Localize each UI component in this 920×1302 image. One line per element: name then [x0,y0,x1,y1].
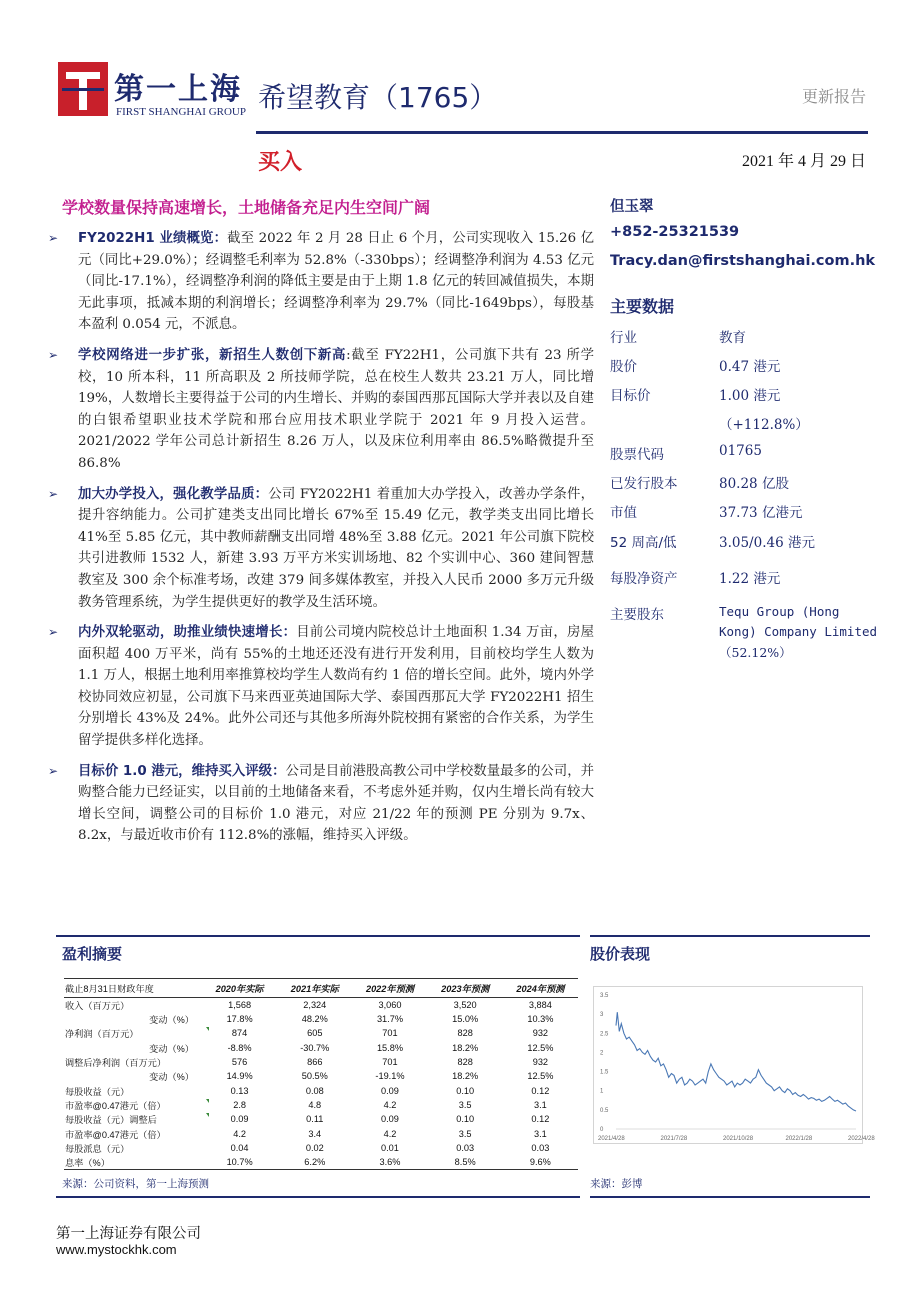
table-cell [503,1141,578,1155]
cell-value: 14.9% [226,1071,253,1082]
x-tick-label: 2021/7/28 [660,1136,688,1142]
table-header-cell: 2021年实际 [277,979,352,998]
table-cell [277,1141,352,1155]
earnings-source: 来源：公司资料，第一上海预测 [62,1178,209,1190]
table-cell [428,1141,503,1155]
cell-value: 701 [382,1057,398,1068]
arrow-bullet-icon: ➢ [48,486,59,501]
y-tick-label: 1 [600,1088,604,1095]
table-cell [277,1155,352,1170]
bullet-text: 目前公司境内院校总计土地面积 1.34 万亩，房屋面积超 400 万平米，尚有 55%的土地还还没有进行开发利用，目前校均学生人数为 1.1 万人，根据土地利用率推算校均学生人数尚有约 1 倍的增长空间。此外，境内外学校协同效应初显，公司旗下马来西亚英迪国际大学、泰国西那瓦大学 FY2022H1 招生分别增长 43%及 24%。此外公司还与其他多所海外院校拥有紧密的合作关系，为学生留学提供多样化选择。 [78,625,594,749]
arrow-bullet-icon: ➢ [48,347,59,362]
cell-value: 0.12 [531,1085,550,1096]
cell-value: 48.2% [301,1014,328,1025]
table-cell [202,1155,277,1170]
cell-value: 10.3% [527,1014,554,1025]
cell-value: 3,884 [528,1000,552,1010]
table-cell [352,1126,427,1140]
row-label: 净利润（百万元） [65,1029,139,1040]
cell-value: 828 [457,1057,473,1068]
arrow-bullet-icon: ➢ [48,625,59,640]
analyst-email[interactable]: Tracy.dan@firstshanghai.com.hk [610,253,876,269]
key-value-marketcap: 37.73 亿港元 [719,505,803,521]
table-cell [277,1083,352,1097]
row-label: 息率（%） [64,1155,202,1170]
cell-value: 2,324 [303,1000,327,1010]
row-label: 收入（百万元） [65,1001,130,1011]
table-header-cell: 2023年预测 [428,979,503,998]
earnings-bottom-line [56,1196,580,1198]
key-value-bvps: 1.22 港元 [719,571,781,587]
table-cell [428,1069,503,1083]
bullet-text: :截至 FY22H1，公司旗下共有 23 所学校，10 所本科，11 所高职及 2 所技师学院，总在校生人数共 23.21 万人，同比增 19%，人数增长主要得益于公司的内生增长、并购的泰国西那瓦国际大学并表以及自建的白银希望职业技术学院和邢台应用技术职业学院于 2021 年 9 月投入运营。2021/2022 学年公司总计新招生 8.26 万人，以及床位利用率由 86.5%略微提升至 86.8% [78,347,595,471]
report-type: 更新报告 [801,87,866,106]
key-value-shares: 80.28 亿股 [719,476,789,492]
cell-value: -30.7% [300,1042,330,1053]
cell-value: 701 [382,1028,398,1039]
table-header-cell: 2020年实际 [202,979,277,998]
table-header-cell: 截止8月31日财政年度 [64,979,202,998]
cell-value: 866 [307,1057,323,1068]
cell-value: 828 [457,1028,473,1039]
row-label: 变动（%） [149,1072,194,1083]
key-value-target: 1.00 港元 [719,388,781,404]
cell-value: 4.2 [383,1128,397,1139]
table-cell [202,1112,277,1126]
logo-english-name: FIRST SHANGHAI GROUP [116,106,246,118]
row-label: 每股收益（元）调整后 [65,1115,157,1126]
table-cell [352,1069,427,1083]
table-cell [503,1112,578,1126]
table-row [64,1141,578,1155]
table-cell [503,1012,578,1026]
cell-value: 9.6% [529,1156,551,1167]
cell-value: 0.09 [381,1114,399,1125]
logo-chinese-name: 第一上海 [114,72,242,107]
analyst-phone: +852-25321539 [610,224,740,240]
row-label: 每股派息（元） [65,1143,130,1154]
key-value-price: 0.47 港元 [719,359,781,375]
row-label: 每股收益（元） [65,1086,130,1097]
cell-value: 4.2 [233,1128,246,1139]
headline: 学校数量保持高速增长，土地储备充足内生空间广阔 [62,198,431,217]
cell-value: 3.4 [308,1128,322,1139]
earnings-title: 盈利摘要 [62,945,123,963]
key-label-target: 目标价 [610,388,651,404]
table-header-cell: 2022年预测 [352,979,427,998]
cell-value: 605 [307,1028,323,1039]
cell-value: 15.0% [452,1014,479,1025]
table-cell [277,1098,352,1112]
x-tick-label: 2021/10/28 [723,1136,754,1142]
x-tick-label: 2022/4/28 [848,1136,875,1142]
cell-value: 3.1 [533,1128,547,1139]
table-cell [503,998,578,1013]
key-data-title: 主要数据 [610,297,675,316]
table-cell [428,1026,503,1040]
key-label-industry: 行业 [610,330,637,346]
table-cell [352,1155,427,1170]
cell-value: 0.03 [456,1142,475,1153]
table-cell [277,1012,352,1026]
cell-value: 18.2% [452,1071,479,1082]
cell-value: 0.09 [381,1085,399,1096]
table-row [64,1098,578,1112]
table-row [64,1083,578,1097]
table-cell [202,1055,277,1069]
table-cell [428,1098,503,1112]
table-cell [503,1069,578,1083]
cell-value: 0.03 [531,1142,550,1153]
key-label-ticker: 股票代码 [610,447,664,463]
rating: 买入 [258,150,303,175]
footer-website[interactable]: www.mystockhk.com [56,1242,177,1257]
table-cell [503,1026,578,1040]
cell-value: 12.5% [527,1042,554,1053]
table-cell [352,1012,427,1026]
table-row [64,1155,578,1170]
table-header-row [64,979,578,998]
earnings-table [64,978,578,1170]
cell-value: 0.10 [456,1085,475,1096]
table-cell [352,998,427,1013]
cell-marker-icon [206,1027,209,1031]
cell-value: 0.02 [305,1142,324,1153]
key-label-52wk: 52 周高/低 [610,535,677,551]
key-value-industry: 教育 [719,330,746,346]
table-header-cell: 2024年预测 [503,979,578,998]
table-row [64,1112,578,1126]
table-row [64,1026,578,1040]
cell-value: 6.2% [304,1156,326,1167]
table-cell [202,1026,277,1040]
cell-value: 4.8 [308,1099,322,1110]
logo-mark-icon [58,62,108,116]
cell-value: 3.6% [379,1156,401,1167]
table-cell [202,1141,277,1155]
cell-value: 0.08 [305,1085,324,1096]
key-label-shares: 已发行股本 [610,476,678,492]
table-cell [503,1055,578,1069]
report-date: 2021 年 4 月 29 日 [741,153,866,170]
bullet-text: 公司是目前港股高教公司中学校数量最多的公司，并购整合能力已经证实，以目前的土地储备来看，不考虑外延并购，仅内生增长尚有较大增长空间，调整公司的目标价 1.0 港元，对应 21/22 年的预测 PE 分别为 9.7x、8.2x，与最近收市价有 112.8%的涨幅，维持买入评级。 [78,763,594,844]
table-cell [428,1112,503,1126]
bullet-title: 内外双轮驱动，助推业绩快速增长： [78,625,297,641]
key-value-shareholder-cont: Kong) Company Limited [719,624,878,639]
cell-marker-icon [206,1099,209,1103]
key-value-ticker: 01765 [719,443,762,459]
key-label-bvps: 每股净资产 [610,571,678,587]
table-row [64,1012,578,1026]
cell-value: 0.09 [230,1114,249,1125]
key-value-shareholder-pct: （52.12%） [719,645,792,660]
price-bottom-line [590,1196,870,1198]
table-cell [352,1098,427,1112]
price-top-line [590,935,870,937]
bullet-item [48,622,594,752]
table-cell [352,1083,427,1097]
y-tick-label: 2 [600,1050,604,1057]
cell-value: 874 [231,1028,248,1039]
first-shanghai-logo [58,62,244,120]
table-cell [277,1112,352,1126]
y-tick-label: 3 [600,1012,604,1019]
cell-value: 0.04 [230,1142,249,1153]
x-tick-label: 2021/4/28 [598,1136,625,1142]
cell-value: 0.01 [381,1142,399,1153]
cell-value: 0.12 [531,1114,550,1125]
row-label: 市盈率@0.47港元（倍） [65,1100,166,1111]
company-title: 希望教育（1765） [258,81,498,114]
arrow-bullet-icon: ➢ [48,763,59,778]
x-tick-label: 2022/1/28 [785,1136,813,1142]
table-cell [428,998,503,1013]
y-tick-label: 0 [600,1127,604,1133]
bullet-text: 公司 FY2022H1 着重加大办学投入，改善办学条件，提升容纳能力。公司扩建类支出同比增长 67%至 15.49 亿元，教学类支出同比增长 41%至 5.85 亿元，其中教师薪酬支出同增 48%至 3.88 亿元。2021 年公司旗下院校共引进教师 1532 人，新建 3.93 万平方米实训场地、82 个实训中心、360 建间智慧教室及 300 余个标准考场，改建 379 间多媒体教室，并投入人民币 2000 多万元升级教务管理系统，为学生提供更好的教学及生活环境。 [78,486,595,610]
table-row [64,1055,578,1069]
key-label-shareholder: 主要股东 [610,607,664,623]
table-cell [202,1069,277,1083]
cell-value: 8.5% [454,1156,476,1167]
price-chart [593,986,875,1144]
table-cell [352,1041,427,1055]
row-label: 调整后净利润（百万元） [65,1058,167,1069]
table-row [64,998,578,1013]
cell-value: -8.8% [227,1042,252,1053]
cell-value: 4.2 [383,1099,397,1110]
price-chart-svg [594,987,875,1145]
key-value-52wk: 3.05/0.46 港元 [719,535,815,551]
table-cell [352,1055,427,1069]
bullet-item [48,345,594,475]
table-cell [352,1141,427,1155]
table-cell [503,1098,578,1112]
cell-value: 12.5% [527,1071,554,1082]
price-source: 来源：彭博 [590,1178,643,1190]
table-cell [428,1083,503,1097]
table-cell [202,1083,277,1097]
cell-value: 0.11 [306,1114,324,1125]
price-series-line [616,1012,856,1111]
table-row [64,1126,578,1140]
bullet-item [48,228,594,336]
cell-value: -19.1% [375,1071,405,1082]
bullet-item [48,484,594,614]
row-label: 变动（%） [149,1043,194,1054]
footer-company: 第一上海证券有限公司 [56,1226,201,1242]
cell-value: 0.10 [456,1114,475,1125]
table-cell [277,1041,352,1055]
summary-bullets [48,228,594,856]
cell-value: 18.2% [452,1042,479,1053]
table-cell [202,1126,277,1140]
price-title: 股价表现 [590,945,651,963]
table-cell [428,1155,503,1170]
cell-value: 1,568 [228,1000,252,1010]
cell-value: 15.8% [376,1042,403,1053]
bullet-title: 目标价 1.0 港元，维持买入评级： [78,763,286,779]
cell-value: 3.5 [458,1099,472,1110]
cell-value: 31.7% [376,1014,403,1025]
table-cell [277,1069,352,1083]
cell-value: 932 [532,1057,549,1068]
table-cell [503,1041,578,1055]
cell-value: 17.8% [226,1014,253,1025]
bullet-text: 截至 2022 年 2 月 28 日止 6 个月，公司实现收入 15.26 亿元（同比+29.0%）；经调整毛利率为 52.8%（-330bps）；经调整净利润为 4.53 亿元（同比-17.1%），经调整净利润的降低主要是由于上期 1.8 亿元的转回减值损失，本期无此事项，抵减本期的利润增长；经调整净利率为 29.7%（同比-1649bps），每股基本盈利 0.054 元，不派息。 [78,231,594,333]
header-divider [256,131,868,134]
cell-marker-icon [206,1113,209,1117]
cell-value: 932 [532,1028,549,1039]
table-cell [202,1041,277,1055]
table-cell [503,1155,578,1170]
table-cell [277,998,352,1013]
cell-value: 3.5 [458,1128,472,1139]
cell-value: 0.13 [230,1085,249,1096]
cell-value: 3,060 [378,1000,402,1010]
bullet-title: FY2022H1 业绩概览： [78,231,228,246]
table-row [64,1041,578,1055]
table-cell [202,1012,277,1026]
bullet-title: 学校网络进一步扩张，新招生人数创下新高 [78,347,347,363]
table-cell [428,1041,503,1055]
table-cell [352,1026,427,1040]
key-value-upside: （+112.8%） [719,417,809,433]
table-cell [202,998,277,1013]
table-cell [503,1083,578,1097]
key-value-shareholder: Tequ Group (Hong [719,604,840,619]
table-cell [277,1055,352,1069]
y-tick-label: 2.5 [600,1031,609,1038]
table-row [64,1069,578,1083]
y-tick-label: 1.5 [600,1069,609,1076]
row-label: 变动（%） [149,1015,194,1026]
cell-value: 576 [231,1057,248,1068]
table-cell [503,1126,578,1140]
table-cell [428,1055,503,1069]
table-cell [428,1012,503,1026]
arrow-bullet-icon: ➢ [48,231,59,245]
y-tick-label: 3.5 [600,993,609,999]
analyst-info [610,195,875,282]
cell-value: 3.1 [533,1099,547,1110]
y-tick-label: 0.5 [600,1107,609,1114]
analyst-name: 但玉翠 [610,199,654,215]
row-label: 市盈率@0.47港元（倍） [65,1129,166,1140]
table-cell [428,1126,503,1140]
cell-value: 50.5% [301,1071,328,1082]
table-cell [352,1112,427,1126]
cell-value: 3,520 [453,1000,477,1010]
table-cell [202,1098,277,1112]
key-label-price: 股价 [610,359,637,375]
key-label-marketcap: 市值 [610,505,637,521]
earnings-top-line [56,935,580,937]
cell-value: 2.8 [233,1099,246,1110]
table-cell [277,1126,352,1140]
table-cell [277,1026,352,1040]
cell-value: 10.7% [226,1156,253,1167]
bullet-item [48,761,594,847]
bullet-title: 加大办学投入，强化教学品质： [78,486,269,502]
